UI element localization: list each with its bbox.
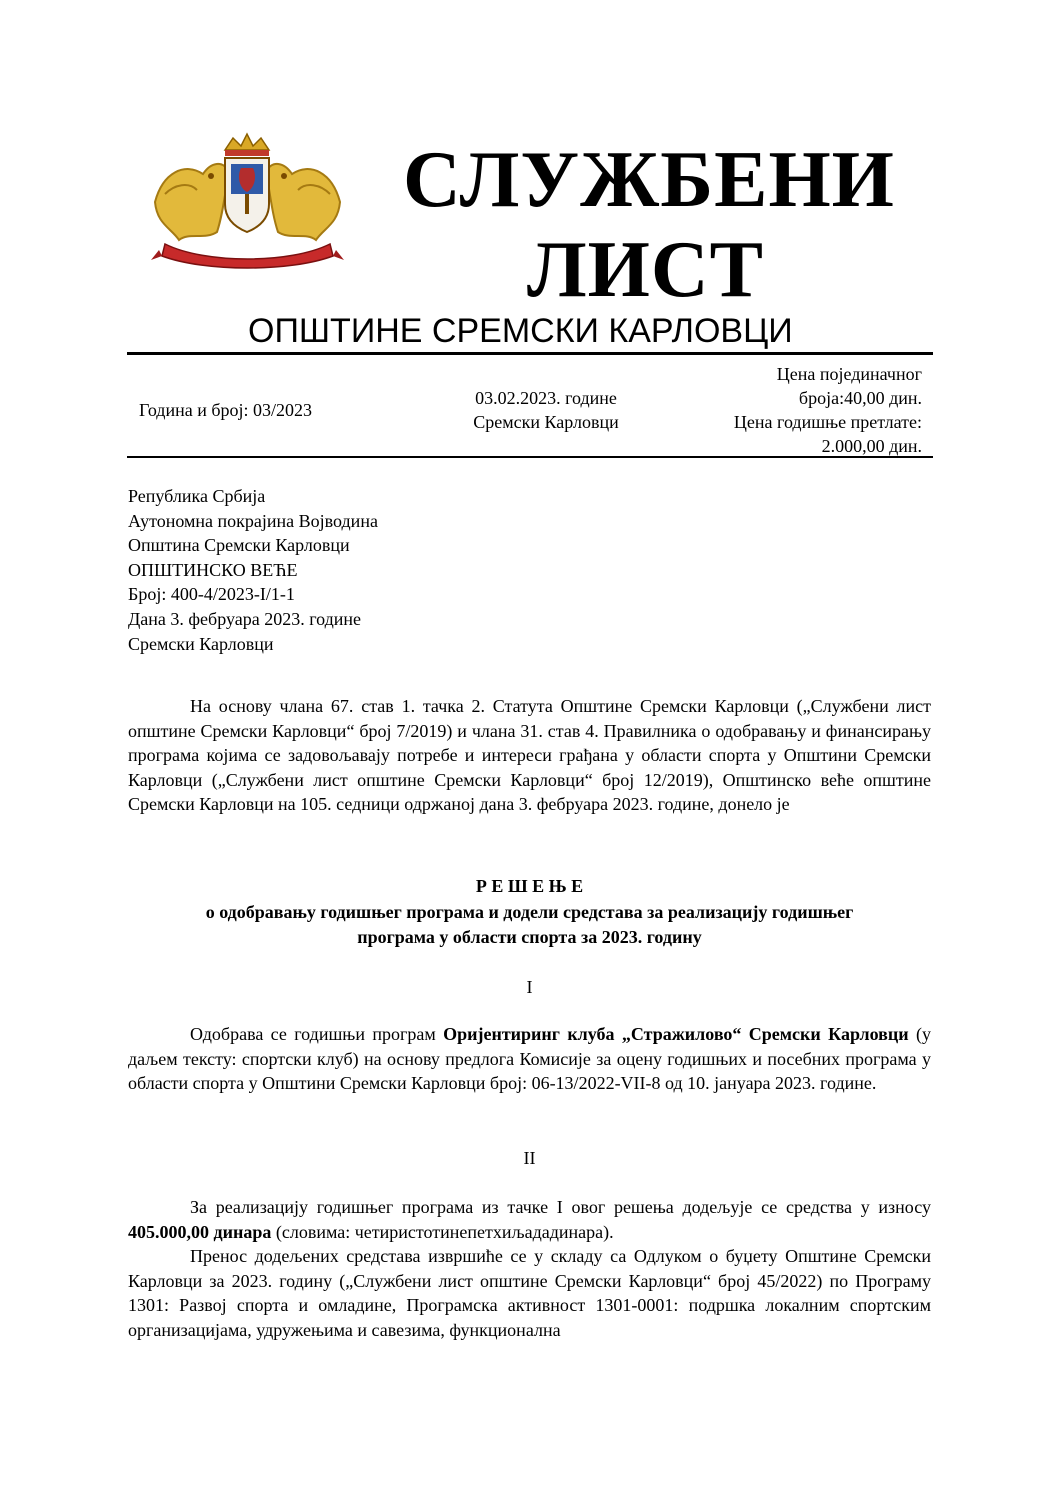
header-bottom-rule xyxy=(127,456,933,458)
section-1-paragraph xyxy=(128,1022,931,1096)
masthead-subtitle: ОПШТИНЕ СРЕМСКИ КАРЛОВЦИ xyxy=(248,312,793,350)
price-annual-line-2: 2.000,00 дин. xyxy=(821,436,922,456)
masthead-title-line-2: ЛИСТ xyxy=(527,226,764,314)
price-single-line-2: броја:40,00 дин. xyxy=(798,388,922,408)
decision-subheading-line-2: програма у области спорта за 2023. годину xyxy=(357,927,702,947)
issue-date: 03.02.2023. године xyxy=(475,388,617,408)
address-line: Република Србија xyxy=(128,486,266,506)
section-2-paragraph-1 xyxy=(128,1195,931,1244)
issue-place: Сремски Карловци xyxy=(473,412,619,432)
address-line: Дана 3. фебруара 2023. године xyxy=(128,608,362,629)
preamble-paragraph: На основу члана 67. став 1. тачка 2. Статута Општине Сремски Карловци („Службени лист општине Сремски Карловци“ број 7/2019) и члана 31. став 4. Правилника о одобравању и финансирању програма којима се задовољавају потребе и интереси грађана у области спорта у Општини Сремски Карловци („Службени лист општине Сремски Карловци“ број 12/2019), Општинско веће општине Сремски Карловци на 105. седници одржаној дана 3. фебруара 2023. године, донело је xyxy=(128,696,931,815)
section-2-text-b: (словима: четиристотинепетхиљададинара). xyxy=(271,1221,614,1242)
coat-of-arms-emblem xyxy=(145,132,350,272)
section-2-paragraph-2: Пренос додељених средстава извршиће се у складу са Одлуком о буџету Општине Сремски Карловци за 2023. годину („Службени лист општине Сремски Карловци“ број 45/2022) по Програму 1301: Развој спорта и омладине, Програмска активност 1301-0001: подршка локалним спортским организацијама, удружењима и савезима, функционална xyxy=(128,1246,931,1340)
price-single-line-1: Цена појединачног xyxy=(776,364,922,384)
section-numeral-2: II xyxy=(523,1148,536,1168)
address-line: Сремски Карловци xyxy=(128,633,274,654)
issuer-address-block xyxy=(128,484,378,656)
address-line: Број: 400-4/2023-I/1-1 xyxy=(128,584,295,605)
section-1-club-name: Оријентиринг клуба „Стражилово“ Сремски Карловци xyxy=(443,1024,909,1044)
issue-prices xyxy=(660,362,922,458)
address-line: Општина Сремски Карловци xyxy=(128,535,350,556)
section-1-text-b: (у даљем тексту: спортски клуб) на основу предлога Комисије за оцену годишњих и посебних програма у области спорта у Општини Сремски Карловци број: 06-13/2022-VII-8 од 10. јануара 2023. године. xyxy=(128,1024,931,1094)
masthead-title-line-1: СЛУЖБЕНИ xyxy=(403,136,895,224)
issue-year-number: Година и број: 03/2023 xyxy=(139,400,313,420)
decision-subheading-line-1: о одобравању годишњег програма и додели средстава за реализацију годишњег xyxy=(205,902,854,922)
issue-date-place xyxy=(440,386,652,434)
address-line: Аутономна покрајина Војводина xyxy=(128,510,378,531)
section-1-text-a: Одобрава се годишњи програм xyxy=(190,1024,444,1044)
address-line: ОПШТИНСКО ВЕЋЕ xyxy=(128,559,298,580)
price-annual-line-1: Цена годишње претлате: xyxy=(733,412,922,432)
section-2-text-a: За реализацију годишњег програма из тачке I овог решења додељује се средства у износу xyxy=(190,1197,931,1217)
decision-heading: Р Е Ш Е Њ Е xyxy=(475,876,584,896)
section-numeral-1: I xyxy=(526,977,533,997)
section-2-amount: 405.000,00 динара xyxy=(128,1221,272,1242)
header-top-rule xyxy=(127,352,933,355)
